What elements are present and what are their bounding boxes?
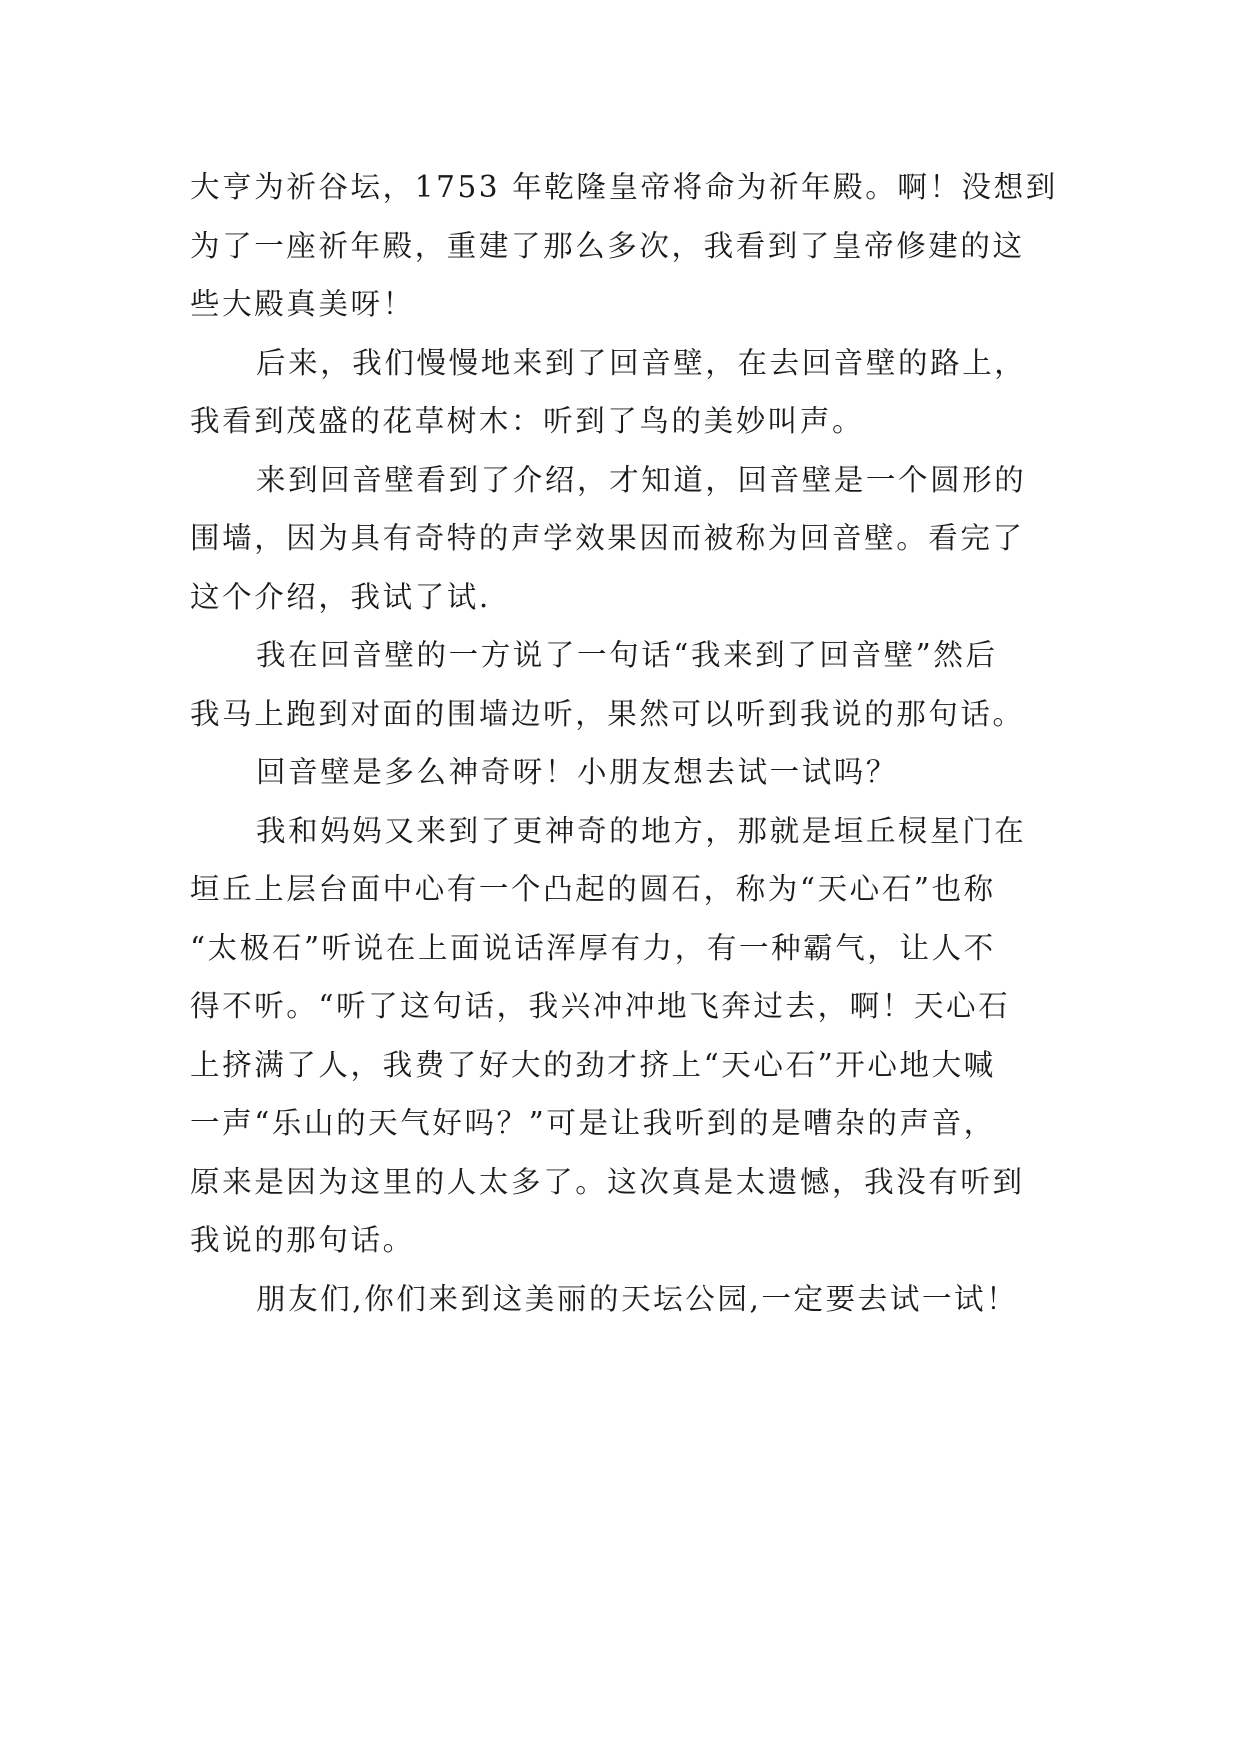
text-line: 我看到茂盛的花草树木：听到了鸟的美妙叫声。 [190,404,865,438]
paragraph-start-line: 我在回音壁的一方说了一句话“我来到了回音壁”然后 [256,638,998,672]
essay-body [190,158,1070,1328]
text-line: 垣丘上层台面中心有一个凸起的圆石，称为“天心石”也称 [190,872,996,906]
text-line: 我说的那句话。 [190,1223,415,1257]
text-line: 上挤满了人，我费了好大的劲才挤上“天心石”开心地大喊 [190,1047,996,1082]
text-line: 我马上跑到对面的围墙边听，果然可以听到我说的那句话。 [190,696,1025,731]
text-line: 得不听。“听了这句话，我兴冲冲地飞奔过去，啊！天心石 [190,989,1011,1023]
text-line: 这个介绍，我试了试. [190,579,491,614]
text-line: 一声“乐山的天气好吗？”可是让我听到的是嘈杂的声音， [190,1106,996,1140]
text-line: 原来是因为这里的人太多了。这次真是太遗憾，我没有听到 [190,1164,1025,1199]
paragraph-start-line: 回音壁是多么神奇呀！小朋友想去试一试吗？ [256,755,899,789]
paragraph-start-line: 我和妈妈又来到了更神奇的地方，那就是垣丘棂星门在 [256,813,1027,848]
paragraph-start-line: 朋友们,你们来到这美丽的天坛公园,一定要去试一试！ [256,1281,1019,1316]
text-line: 大亨为祈谷坛，1753 年乾隆皇帝将命为祈年殿。啊！没想到 [190,170,1058,204]
paragraph-start-line: 来到回音壁看到了介绍，才知道，回音壁是一个圆形的 [256,462,1027,497]
paragraph-start-line: 后来，我们慢慢地来到了回音壁，在去回音壁的路上， [256,345,1027,380]
text-line: 些大殿真美呀！ [190,287,415,321]
text-line: 围墙，因为具有奇特的声学效果因而被称为回音壁。看完了 [190,521,1025,555]
text-line: 为了一座祈年殿，重建了那么多次，我看到了皇帝修建的这 [190,228,1025,263]
text-line: “太极石”听说在上面说话浑厚有力，有一种霸气，让人不 [190,930,996,965]
